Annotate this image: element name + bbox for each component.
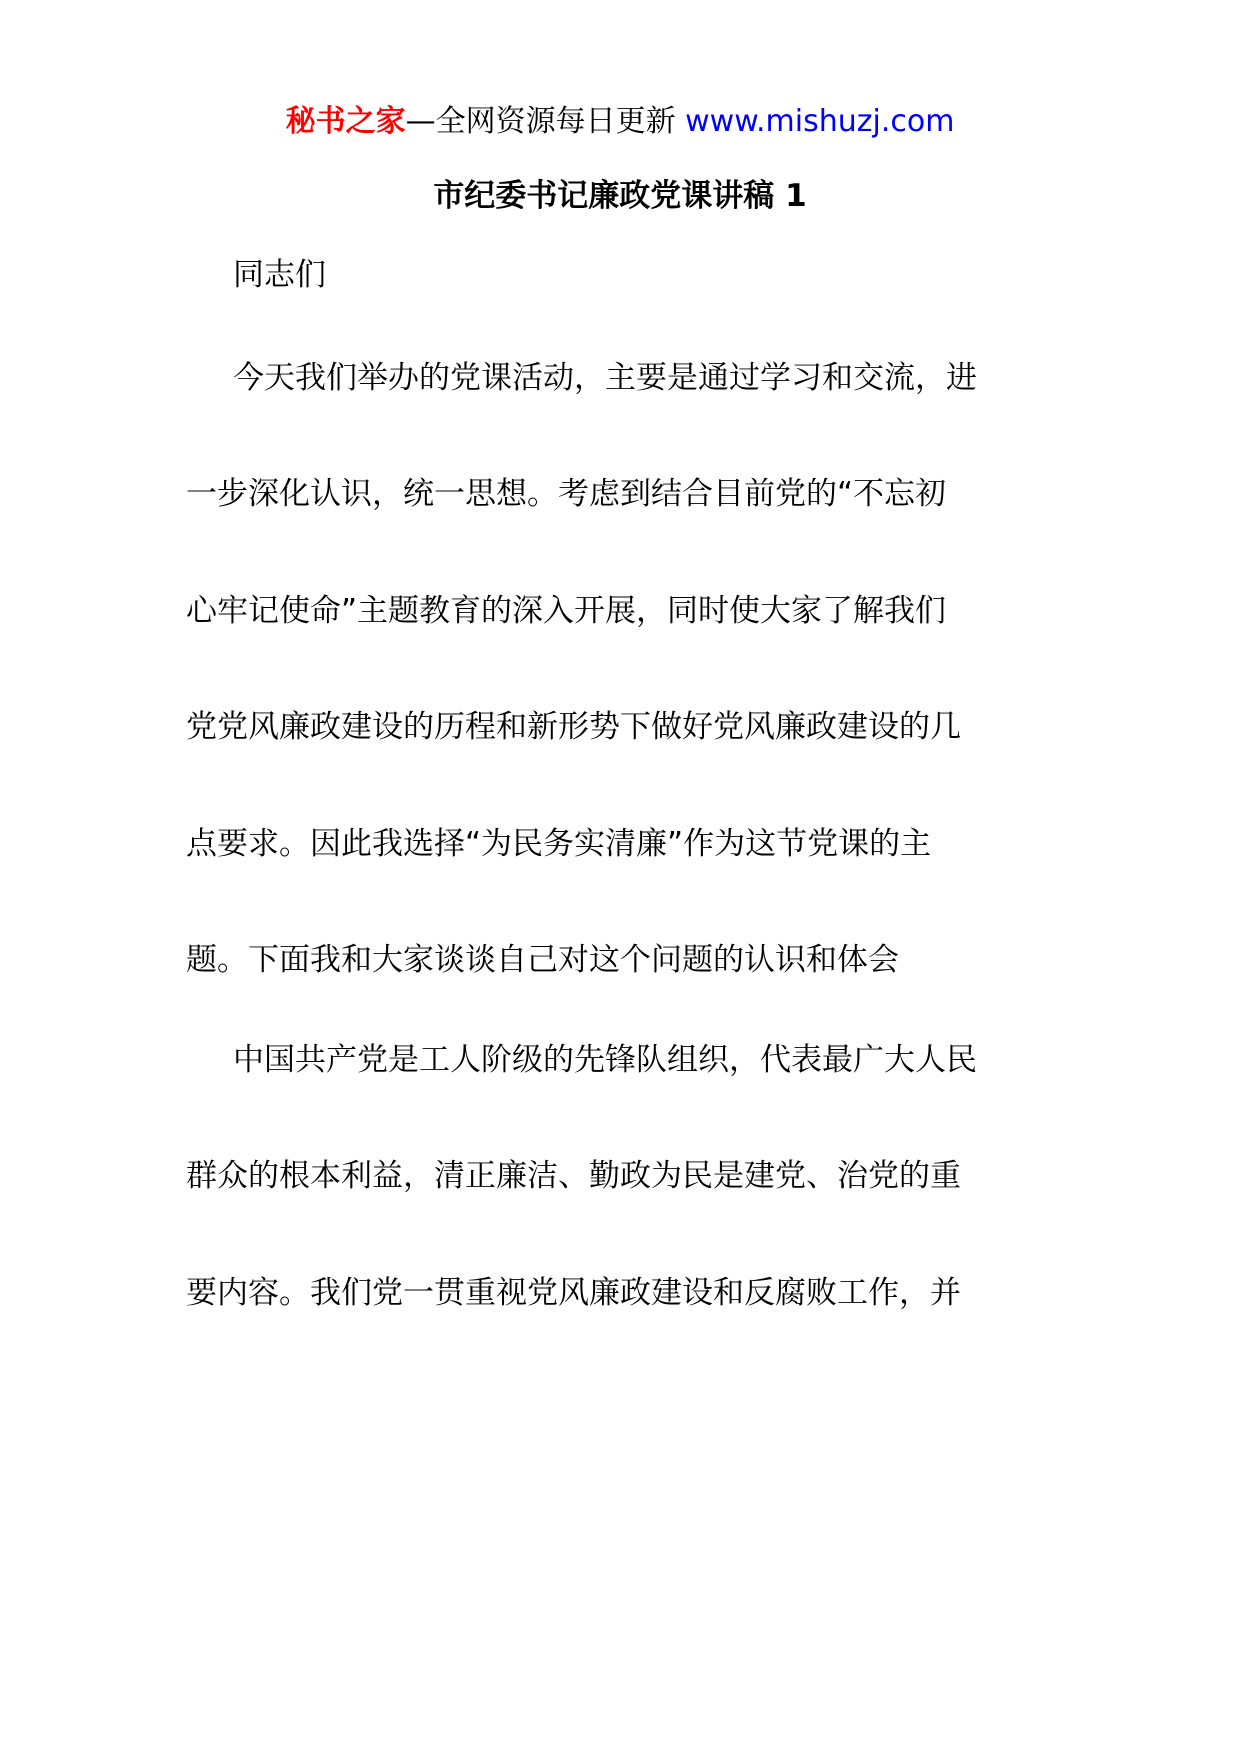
paragraph-line: 心牢记使命”主题教育的深入开展，同时使大家了解我们 (186, 593, 947, 629)
paragraph-line: 要内容。我们党一贯重视党风廉政建设和反腐败工作，并 (186, 1275, 961, 1311)
paragraph-line: 今天我们举办的党课活动，主要是通过学习和交流，进 (233, 360, 977, 396)
paragraph-line: 中国共产党是工人阶级的先锋队组织，代表最广大人民 (233, 1042, 977, 1078)
paragraph-line: 群众的根本利益，清正廉洁、勤政为民是建党、治党的重 (186, 1158, 961, 1194)
paragraph-line: 点要求。因此我选择“为民务实清廉”作为这节党课的主 (186, 826, 932, 862)
paragraph-line: 党党风廉政建设的历程和新形势下做好党风廉政建设的几 (186, 709, 961, 745)
paragraph-line: 一步深化认识，统一思想。考虑到结合目前党的“不忘初 (186, 476, 947, 512)
document-header (0, 100, 1240, 144)
paragraph-line: 题。下面我和大家谈谈自己对这个问题的认识和体会 (186, 942, 899, 978)
header-tagline: —全网资源每日更新 (405, 104, 686, 139)
brand-name: 秘书之家 (285, 104, 406, 139)
salutation: 同志们 (233, 257, 326, 293)
document-title: 市纪委书记廉政党课讲稿 1 (433, 178, 807, 214)
website-link[interactable]: www.mishuzj.com (685, 104, 955, 139)
